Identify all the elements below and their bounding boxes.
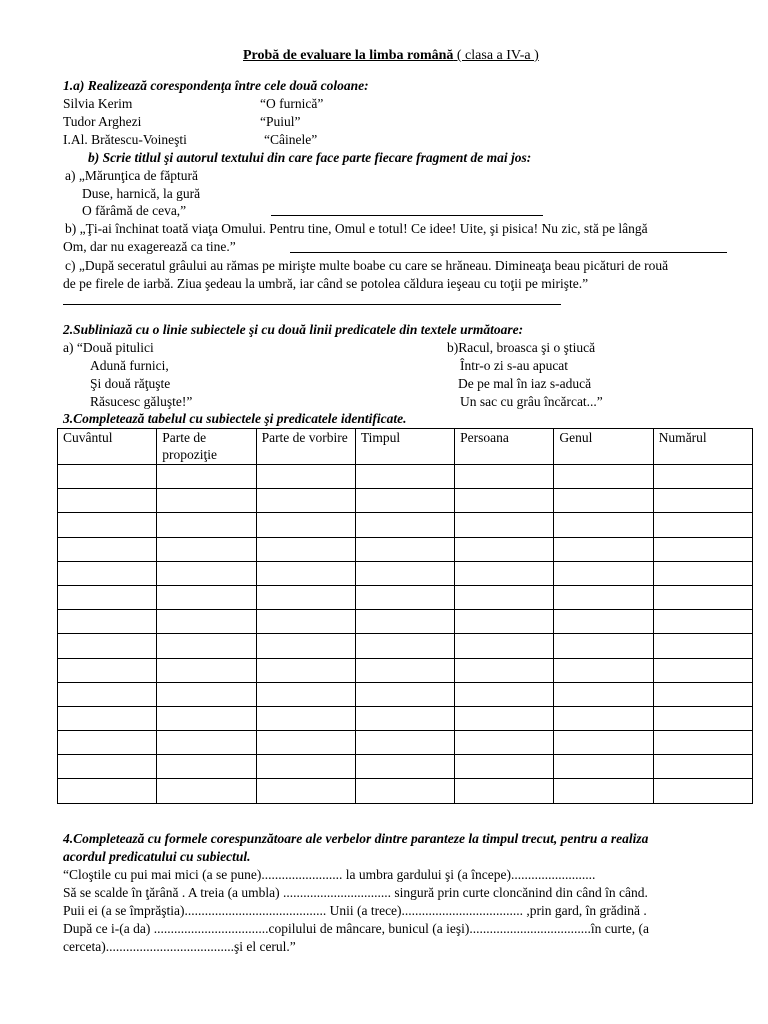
table-cell[interactable] xyxy=(157,537,256,561)
table-row xyxy=(58,731,753,755)
table-cell[interactable] xyxy=(455,706,554,730)
table-cell[interactable] xyxy=(256,634,355,658)
ex2-text-a-line-2: Adună furnici, xyxy=(90,358,169,373)
ex1b-frag-c-line-2: de pe firele de iarbă. Ziua şedeau la umbră, iar când se potolea căldura ieşeau cu toţii pe mirişte.” xyxy=(63,276,589,291)
ex3-heading: 3.Completează tabelul cu subiectele şi predicatele identificate. xyxy=(63,411,407,426)
table-cell[interactable] xyxy=(653,537,752,561)
col-header-parte-de-propozitie: Parte de propoziţie xyxy=(157,429,256,465)
table-cell[interactable] xyxy=(653,682,752,706)
table-cell[interactable] xyxy=(256,585,355,609)
table-cell[interactable] xyxy=(554,731,653,755)
ex2-text-b-line-4: Un sac cu grâu încărcat...” xyxy=(460,394,603,409)
table-row xyxy=(58,634,753,658)
table-cell[interactable] xyxy=(157,682,256,706)
ex1b-frag-a-line-1: a) „Mărunţica de făptură xyxy=(65,168,199,183)
table-cell[interactable] xyxy=(653,489,752,513)
table-row xyxy=(58,755,753,779)
table-cell[interactable] xyxy=(455,779,554,803)
table-cell[interactable] xyxy=(157,489,256,513)
table-row xyxy=(58,585,753,609)
ex2-text-a-line-1: a) “Două pitulici xyxy=(63,340,154,355)
table-cell[interactable] xyxy=(157,465,256,489)
table-cell[interactable] xyxy=(355,610,454,634)
table-row xyxy=(58,561,753,585)
col-header-numarul: Numărul xyxy=(653,429,752,465)
table-cell[interactable] xyxy=(157,561,256,585)
col-header-genul: Genul xyxy=(554,429,653,465)
ex1b-answer-line-a[interactable] xyxy=(271,215,543,216)
table-cell[interactable] xyxy=(355,561,454,585)
table-cell[interactable] xyxy=(455,634,554,658)
table-cell[interactable] xyxy=(58,634,157,658)
table-row xyxy=(58,513,753,537)
table-cell[interactable] xyxy=(355,489,454,513)
table-cell[interactable] xyxy=(58,658,157,682)
ex2-heading: 2.Subliniază cu o linie subiectele şi cu două linii predicatele din textele următoare: xyxy=(63,322,524,337)
ex4-text-line-5[interactable]: cerceta)......................................şi el cerul.” xyxy=(63,939,296,954)
col-header-persoana: Persoana xyxy=(455,429,554,465)
table-cell[interactable] xyxy=(355,537,454,561)
table-cell[interactable] xyxy=(455,513,554,537)
table-cell[interactable] xyxy=(157,706,256,730)
table-cell[interactable] xyxy=(355,513,454,537)
table-cell[interactable] xyxy=(157,731,256,755)
table-cell[interactable] xyxy=(355,755,454,779)
table-cell[interactable] xyxy=(653,561,752,585)
title-main: Probă de evaluare la limba română xyxy=(243,48,454,63)
table-cell[interactable] xyxy=(355,706,454,730)
table-row xyxy=(58,779,753,803)
ex4-text-line-4[interactable]: După ce i-(a da) ..................................copilului de mâncare, bunicul (a ieşi)....................................în curte, (a xyxy=(63,921,649,936)
table-cell[interactable] xyxy=(355,585,454,609)
table-cell[interactable] xyxy=(58,561,157,585)
title-class: ( clasa a IV-a ) xyxy=(453,48,539,63)
table-row xyxy=(58,465,753,489)
ex3-answer-table xyxy=(57,428,753,804)
table-cell[interactable] xyxy=(653,634,752,658)
table-cell[interactable] xyxy=(256,513,355,537)
table-cell[interactable] xyxy=(157,634,256,658)
page-title xyxy=(243,47,539,65)
table-cell[interactable] xyxy=(157,513,256,537)
table-cell[interactable] xyxy=(256,731,355,755)
table-cell[interactable] xyxy=(157,610,256,634)
table-cell[interactable] xyxy=(554,706,653,730)
table-cell[interactable] xyxy=(554,537,653,561)
table-row xyxy=(58,706,753,730)
table-cell[interactable] xyxy=(58,465,157,489)
table-cell[interactable] xyxy=(554,585,653,609)
table-cell[interactable] xyxy=(653,658,752,682)
table-cell[interactable] xyxy=(58,610,157,634)
table-cell[interactable] xyxy=(554,465,653,489)
table-cell[interactable] xyxy=(455,561,554,585)
ex2-text-b-line-1: b)Racul, broasca şi o ştiucă xyxy=(447,340,596,355)
table-cell[interactable] xyxy=(58,682,157,706)
table-cell[interactable] xyxy=(455,585,554,609)
table-cell[interactable] xyxy=(554,755,653,779)
table-cell[interactable] xyxy=(256,537,355,561)
table-cell[interactable] xyxy=(256,489,355,513)
table-cell[interactable] xyxy=(554,779,653,803)
table-cell[interactable] xyxy=(355,779,454,803)
table-cell[interactable] xyxy=(455,610,554,634)
table-cell[interactable] xyxy=(58,585,157,609)
table-cell[interactable] xyxy=(355,634,454,658)
table-cell[interactable] xyxy=(58,513,157,537)
table-body xyxy=(58,465,753,804)
ex1b-frag-a-line-2: Duse, harnică, la gură xyxy=(82,186,201,201)
table-cell[interactable] xyxy=(157,755,256,779)
table-cell[interactable] xyxy=(653,585,752,609)
table-cell[interactable] xyxy=(455,682,554,706)
table-cell[interactable] xyxy=(653,465,752,489)
table-cell[interactable] xyxy=(256,610,355,634)
table-row xyxy=(58,658,753,682)
table-cell[interactable] xyxy=(653,513,752,537)
table-cell[interactable] xyxy=(157,779,256,803)
table-cell[interactable] xyxy=(554,682,653,706)
table-cell[interactable] xyxy=(455,755,554,779)
ex1-author-3: I.Al. Brătescu-Voineşti xyxy=(63,132,187,147)
ex2-text-b-line-3: De pe mal în iaz s-aducă xyxy=(458,376,592,391)
ex1-author-1: Silvia Kerim xyxy=(63,96,133,111)
table-cell[interactable] xyxy=(157,658,256,682)
table-cell[interactable] xyxy=(58,779,157,803)
ex1b-frag-b-line-1: b) „Ţi-ai închinat toată viaţa Omului. Pentru tine, Omul e totul! Ce idee! Uite, şi pisica! Nu zic, stă pe lângă xyxy=(65,221,648,236)
ex2-text-a-line-4: Răsucesc găluşte!” xyxy=(90,394,193,409)
ex1a-heading: 1.a) Realizează corespondenţa între cele două coloane: xyxy=(63,78,369,93)
ex2-text-b-line-2: Într-o zi s-au apucat xyxy=(460,358,569,373)
ex1b-answer-line-b[interactable] xyxy=(290,252,727,253)
table-cell[interactable] xyxy=(355,658,454,682)
ex4-heading-line-2: acordul predicatului cu subiectul. xyxy=(63,849,251,864)
ex1-work-2: “Puiul” xyxy=(260,114,301,129)
table-cell[interactable] xyxy=(455,537,554,561)
table-cell[interactable] xyxy=(554,513,653,537)
ex4-text-line-3[interactable]: Puii ei (a se împrăştia).......................................... Unii (a trece).................................... ,prin gard, în grădină . xyxy=(63,903,647,918)
ex1-work-3: “Câinele” xyxy=(264,132,318,147)
table-cell[interactable] xyxy=(554,561,653,585)
ex1b-frag-b-line-2: Om, dar nu exagerează ca tine.” xyxy=(63,239,236,254)
table-cell[interactable] xyxy=(256,755,355,779)
table-header-row xyxy=(58,429,753,465)
table-cell[interactable] xyxy=(653,755,752,779)
table-cell[interactable] xyxy=(455,731,554,755)
col-header-parte-de-vorbire: Parte de vorbire xyxy=(256,429,355,465)
table-cell[interactable] xyxy=(653,779,752,803)
ex1-work-1: “O furnică” xyxy=(260,96,324,111)
table-cell[interactable] xyxy=(554,634,653,658)
table-cell[interactable] xyxy=(256,682,355,706)
table-cell[interactable] xyxy=(256,706,355,730)
col-header-cuvantul: Cuvântul xyxy=(58,429,157,465)
table-cell[interactable] xyxy=(455,658,554,682)
table-row xyxy=(58,489,753,513)
ex1b-heading: b) Scrie titlul şi autorul textului din care face parte fiecare fragment de mai jos: xyxy=(88,150,532,165)
table-cell[interactable] xyxy=(554,610,653,634)
table-cell[interactable] xyxy=(653,706,752,730)
table-cell[interactable] xyxy=(256,779,355,803)
ex2-text-a-line-3: Şi două răţuşte xyxy=(90,376,171,391)
table-cell[interactable] xyxy=(455,489,554,513)
table-cell[interactable] xyxy=(58,731,157,755)
table-cell[interactable] xyxy=(58,489,157,513)
table-cell[interactable] xyxy=(256,465,355,489)
ex1b-frag-c-line-1: c) „După seceratul grâului au rămas pe mirişte multe boabe cu care se hrăneau. Dimineaţa beau picături de rouă xyxy=(65,258,669,273)
col-header-timpul: Timpul xyxy=(355,429,454,465)
table-cell[interactable] xyxy=(355,465,454,489)
table-cell[interactable] xyxy=(355,682,454,706)
table-cell[interactable] xyxy=(58,755,157,779)
table-cell[interactable] xyxy=(653,731,752,755)
ex4-heading-line-1: 4.Completează cu formele corespunzătoare ale verbelor dintre paranteze la timpul trecut, pentru a realiza xyxy=(63,831,649,846)
table-cell[interactable] xyxy=(554,489,653,513)
table-cell[interactable] xyxy=(455,465,554,489)
ex4-text-line-1[interactable]: “Cloştile cu pui mai mici (a se pune)........................ la umbra gardului şi (a începe)......................... xyxy=(63,867,596,882)
ex1b-frag-a-line-3: O fărâmă de ceva,” xyxy=(82,203,187,218)
ex1b-answer-line-c[interactable] xyxy=(63,304,561,305)
ex4-text-line-2[interactable]: Să se scalde în ţărână . A treia (a umbla) ................................ singură prin curte cloncănind din când în când. xyxy=(63,885,648,900)
table-row xyxy=(58,610,753,634)
table-cell[interactable] xyxy=(653,610,752,634)
table-cell[interactable] xyxy=(256,561,355,585)
table-cell[interactable] xyxy=(554,658,653,682)
table-row xyxy=(58,537,753,561)
table-row xyxy=(58,682,753,706)
ex1-author-2: Tudor Arghezi xyxy=(63,114,142,129)
table-cell[interactable] xyxy=(157,585,256,609)
table-cell[interactable] xyxy=(58,537,157,561)
table-cell[interactable] xyxy=(355,731,454,755)
table-cell[interactable] xyxy=(256,658,355,682)
table-cell[interactable] xyxy=(58,706,157,730)
